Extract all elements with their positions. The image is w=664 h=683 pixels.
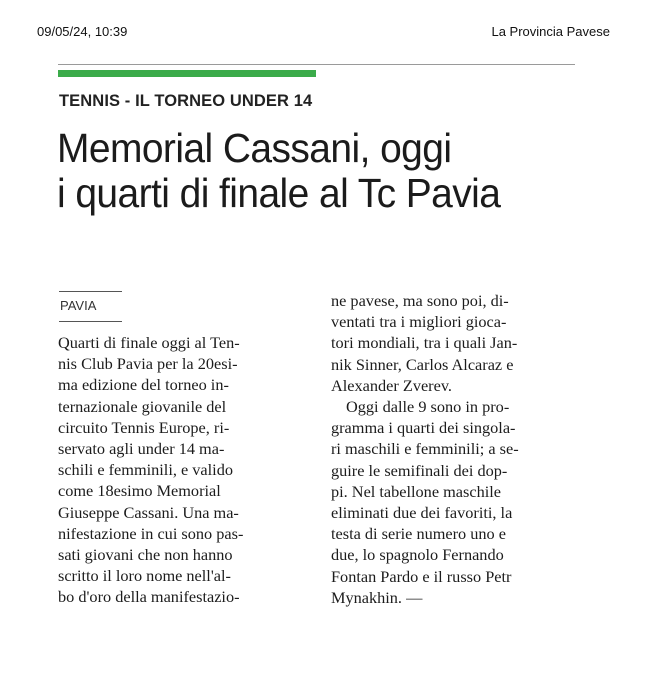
section-accent-bar (58, 70, 316, 77)
body-line: ternazionale giovanile del (58, 396, 227, 416)
body-line: sati giovani che non hanno (58, 545, 233, 565)
dateline: PAVIA (60, 298, 97, 313)
article-column-2 (331, 290, 586, 608)
body-line: ri maschili e femminili; a se- (331, 439, 519, 459)
article-kicker: TENNIS - IL TORNEO UNDER 14 (59, 92, 313, 110)
body-line: come 18esimo Memorial (58, 481, 221, 501)
body-line: guire le semifinali dei dop- (331, 460, 508, 480)
body-line: bo d'oro della manifestazio- (58, 587, 240, 607)
body-line: nis Club Pavia per la 20esi- (58, 354, 238, 374)
body-line: Quarti di finale oggi al Ten- (58, 333, 240, 352)
body-line: ma edizione del torneo in- (58, 375, 229, 395)
body-line: Giuseppe Cassani. Una ma- (58, 502, 239, 522)
body-line: schili e femminili, e valido (58, 460, 233, 480)
newspaper-name: La Provincia Pavese (491, 24, 610, 39)
body-line: circuito Tennis Europe, ri- (58, 417, 230, 437)
body-line: pi. Nel tabellone maschile (331, 481, 501, 501)
body-line: scritto il loro nome nell'al- (58, 566, 231, 586)
body-line: Fontan Pardo e il russo Petr (331, 566, 512, 586)
body-line: nik Sinner, Carlos Alcaraz e (331, 354, 514, 374)
body-line: due, lo spagnolo Fernando (331, 545, 504, 565)
headline-line: Memorial Cassani, oggi (57, 125, 452, 171)
body-line: Mynakhin. — (331, 587, 423, 607)
body-line: nifestazione in cui sono pas- (58, 523, 244, 543)
headline-line: i quarti di finale al Tc Pavia (57, 170, 501, 216)
body-line: tori mondiali, tra i quali Jan- (331, 333, 518, 353)
article-column-1 (58, 332, 313, 608)
body-line: servato agli under 14 ma- (58, 439, 225, 459)
body-line: ne pavese, ma sono poi, di- (331, 291, 509, 310)
print-datetime: 09/05/24, 10:39 (37, 24, 128, 39)
body-line: Oggi dalle 9 sono in pro- (346, 397, 510, 417)
dateline-rule-top (59, 291, 122, 292)
body-line: ventati tra i migliori gioca- (331, 312, 507, 332)
body-line: Alexander Zverev. (331, 375, 452, 395)
body-line: testa di serie numero uno e (331, 524, 506, 544)
top-rule (58, 64, 575, 65)
body-line: eliminati due dei favoriti, la (331, 503, 513, 523)
article-headline (57, 126, 570, 216)
dateline-rule-bottom (59, 321, 122, 322)
body-line: gramma i quarti dei singola- (331, 418, 516, 438)
